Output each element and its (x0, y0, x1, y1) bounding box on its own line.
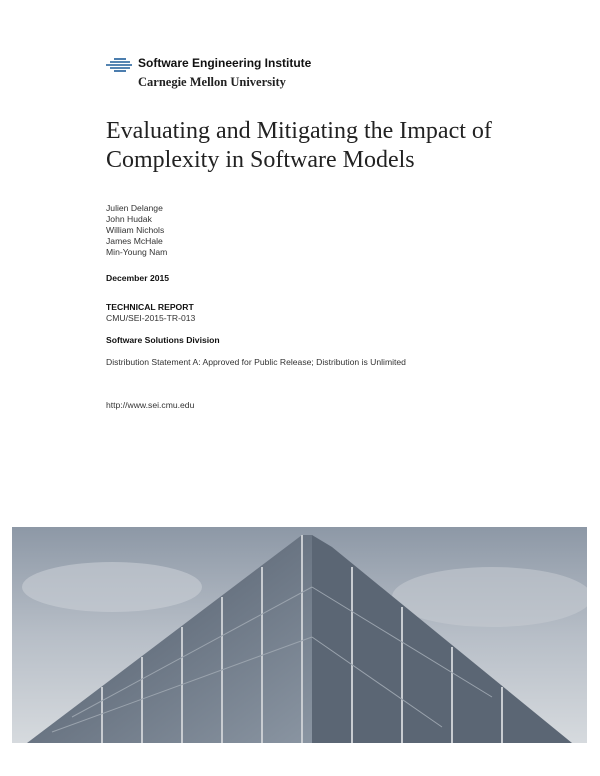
author: Julien Delange (106, 203, 163, 213)
author: James McHale (106, 236, 163, 247)
author-list (106, 203, 167, 258)
division: Software Solutions Division (106, 335, 220, 345)
institute-name: Software Engineering Institute (138, 56, 312, 70)
distribution-statement: Distribution Statement A: Approved for Public Release; Distribution is Unlimited (106, 357, 406, 367)
website-url[interactable]: http://www.sei.cmu.edu (106, 400, 195, 410)
author: John Hudak (106, 214, 152, 225)
report-number: CMU/SEI-2015-TR-013 (106, 313, 196, 323)
sei-logo-icon (106, 57, 132, 73)
report-type: TECHNICAL REPORT (106, 302, 194, 312)
university-name: Carnegie Mellon University (138, 75, 286, 89)
building-photo (12, 527, 587, 743)
author: William Nichols (106, 225, 165, 236)
report-title: Evaluating and Mitigating the Impact of Complexity in Software Models (106, 118, 492, 173)
report-date: December 2015 (106, 273, 170, 283)
author: Min-Young Nam (106, 247, 168, 258)
